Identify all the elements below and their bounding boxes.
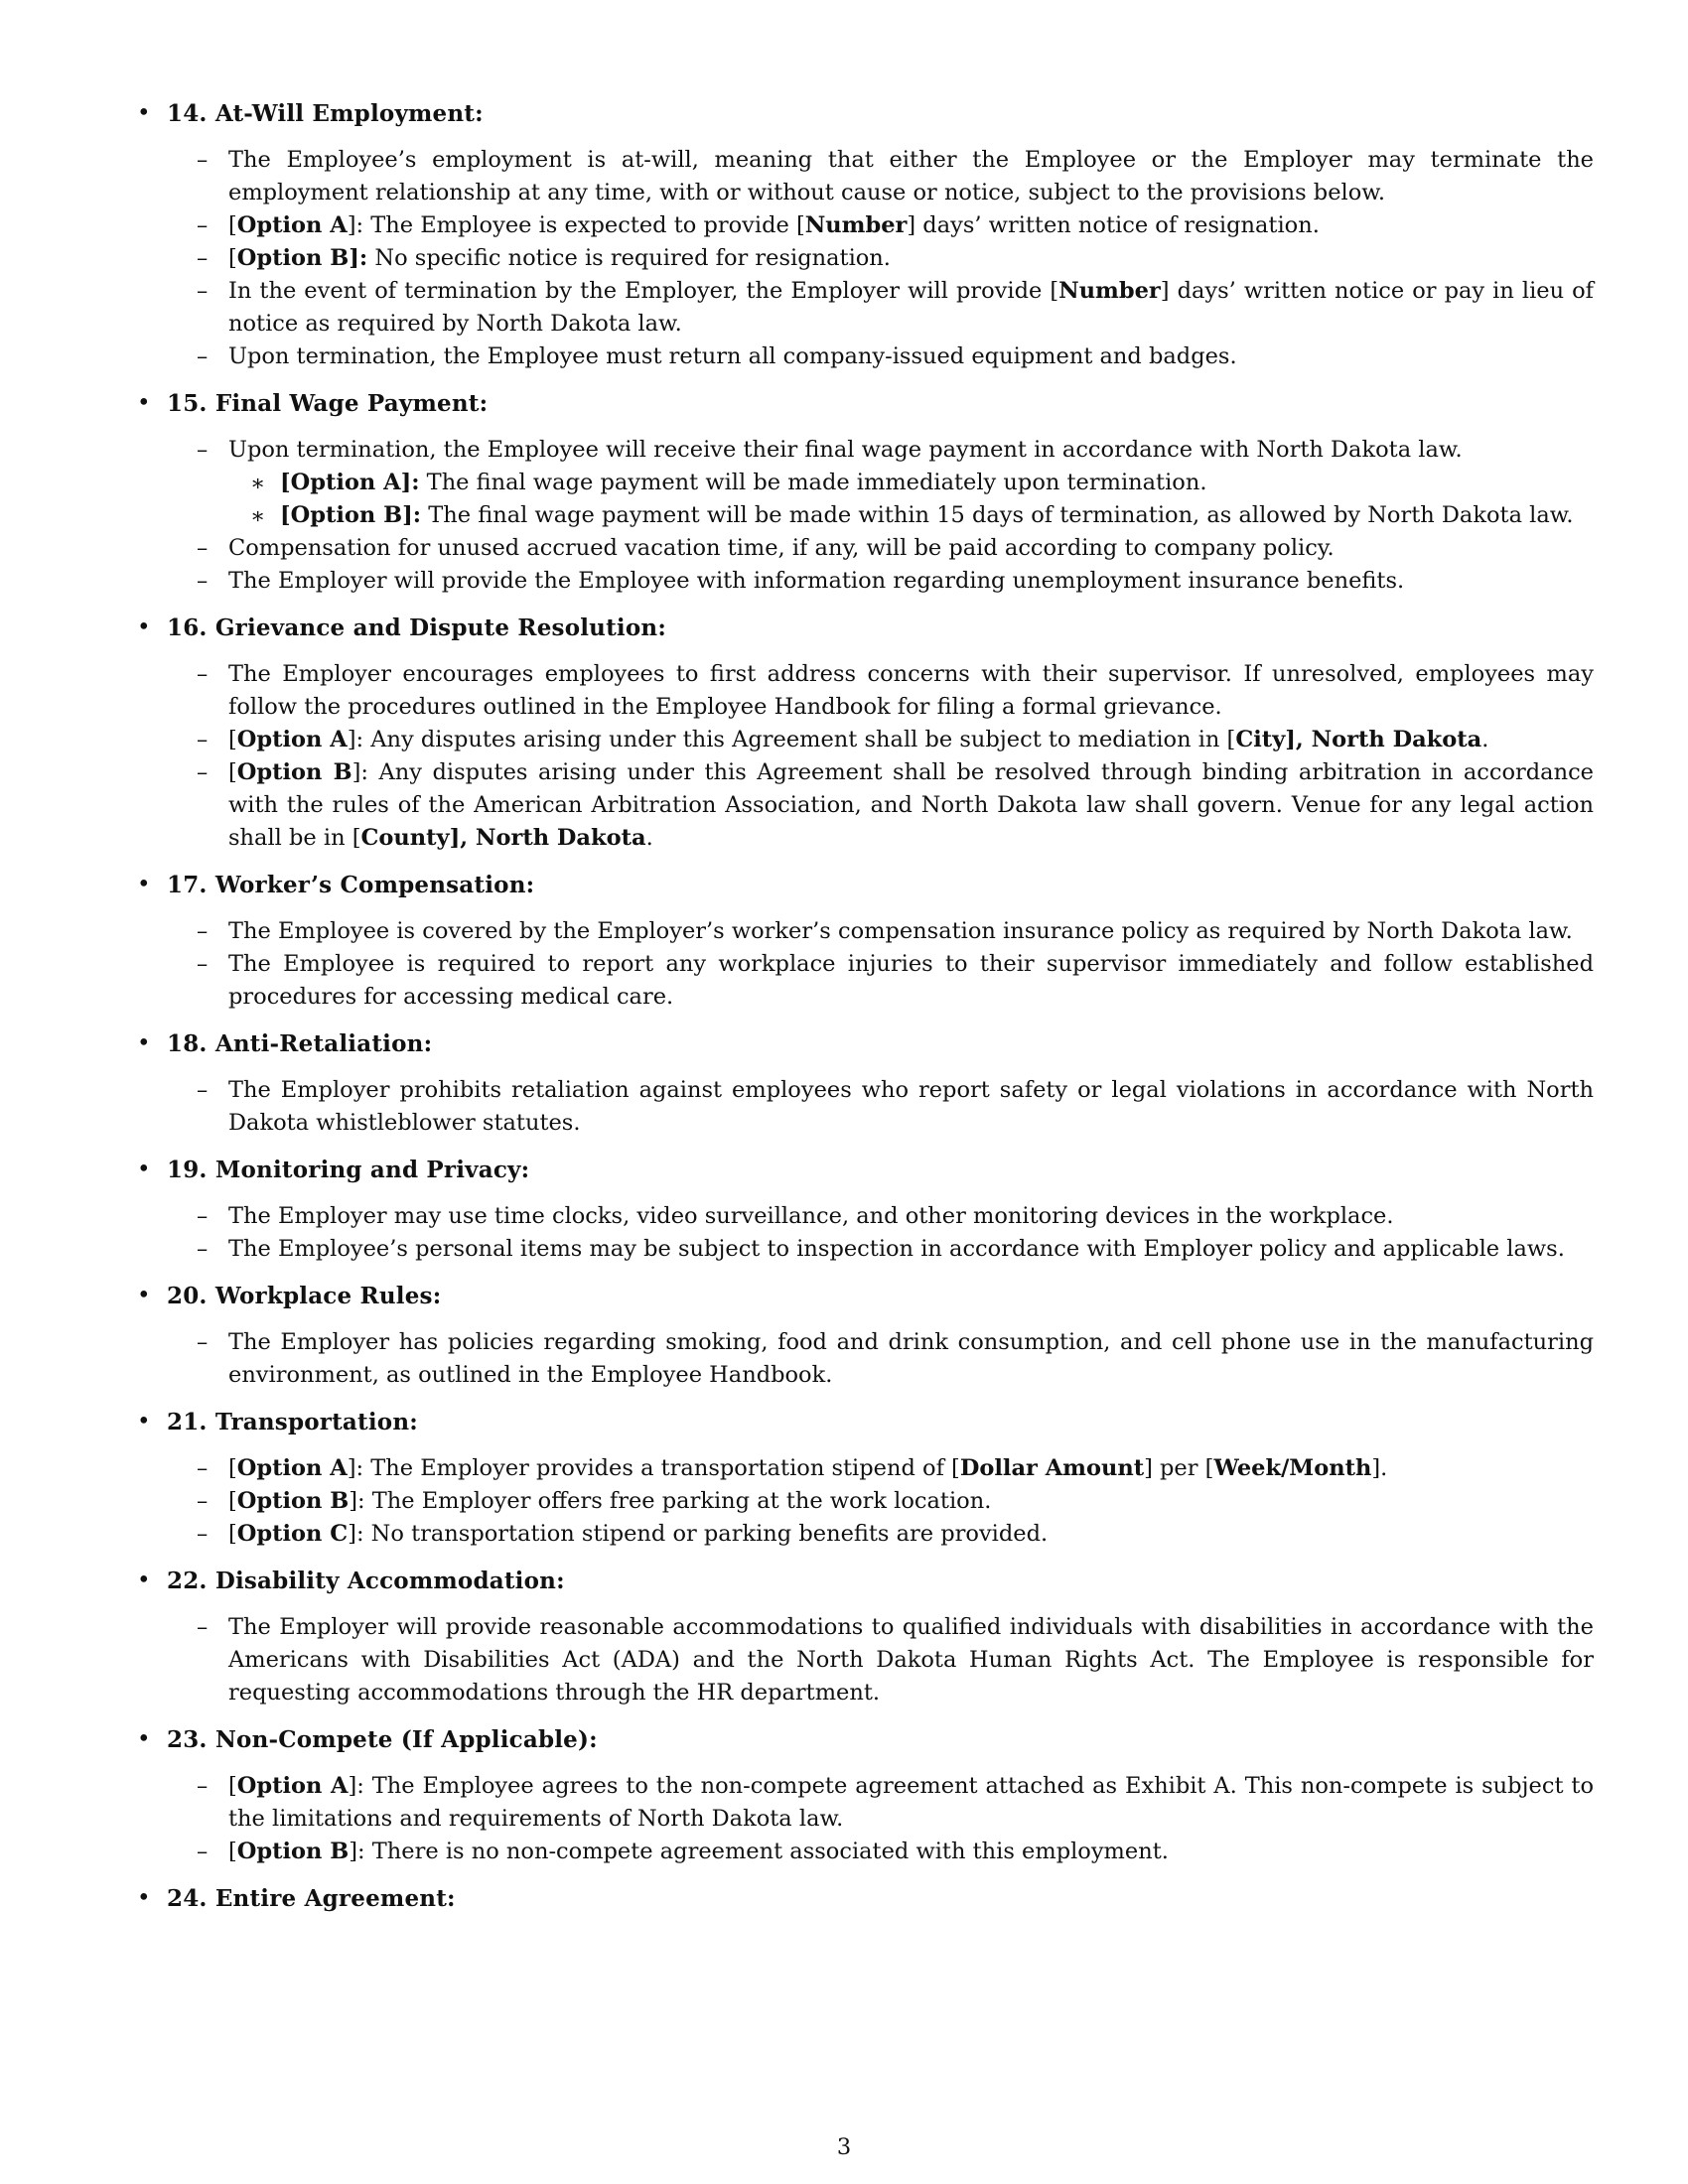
list-item: – [Option C]: No transportation stipend or parking benefits are provided. bbox=[129, 1518, 1594, 1551]
dash-icon: – bbox=[197, 278, 209, 304]
list-item: – [Option A]: The Employer provides a transportation stipend of [Dollar Amount] per [Week/Month]. bbox=[129, 1452, 1594, 1485]
option-label: Option B bbox=[236, 245, 350, 271]
section-heading bbox=[129, 869, 1594, 901]
list-item: – [Option B]: Any disputes arising under this Agreement shall be resolved through binding arbitration in accordance with the rules of the American Arbitration Association, and North Dakota law shall govern. Venue for any legal action shall be in [County], North Dakota. bbox=[129, 756, 1594, 855]
section-title: 21. Transportation: bbox=[167, 1409, 418, 1435]
asterisk-icon: ∗ bbox=[250, 503, 266, 529]
placeholder-number: Number bbox=[1058, 278, 1161, 304]
option-label: Option B bbox=[236, 1839, 350, 1864]
list-item: – The Employee’s personal items may be subject to inspection in accordance with Employer policy and applicable laws. bbox=[129, 1233, 1594, 1266]
section-heading bbox=[129, 97, 1594, 130]
list-item: – [Option B]: The Employer offers free parking at the work location. bbox=[129, 1485, 1594, 1518]
list-item: – The Employer prohibits retaliation against employees who report safety or legal violations in accordance with North Dakota whistleblower statutes. bbox=[129, 1074, 1594, 1140]
section-title: 20. Workplace Rules: bbox=[167, 1283, 442, 1309]
section-heading bbox=[129, 1723, 1594, 1756]
dash-icon: – bbox=[197, 1839, 209, 1864]
list-item: – The Employee is required to report any workplace injuries to their supervisor immediately and follow established procedures for accessing medical care. bbox=[129, 948, 1594, 1014]
section-title: 22. Disability Accommodation: bbox=[167, 1568, 565, 1594]
bullet-icon: • bbox=[137, 1409, 151, 1434]
section-heading bbox=[129, 1565, 1594, 1597]
section-heading bbox=[129, 1882, 1594, 1915]
section-21-transportation bbox=[129, 1406, 1594, 1551]
list-item: – Compensation for unused accrued vacation time, if any, will be paid according to company policy. bbox=[129, 532, 1594, 565]
section-heading bbox=[129, 1406, 1594, 1438]
sub-list-item: ∗ [Option A]: The final wage payment will be made immediately upon termination. bbox=[228, 467, 1594, 499]
section-heading bbox=[129, 387, 1594, 420]
option-label: [Option A]: bbox=[280, 470, 420, 495]
section-title: 18. Anti-Retaliation: bbox=[167, 1030, 433, 1057]
placeholder-county: County bbox=[360, 825, 450, 851]
option-label: Option B bbox=[236, 759, 352, 785]
list-item: – Upon termination, the Employee will receive their final wage payment in accordance with North Dakota law. ∗ [Option A]: The final wage payment will be made immediately upon termination. ∗ [Option B]: The final wage payment will be made within 15 days of termination, as allowed by North Dakota law. bbox=[129, 434, 1594, 532]
list-item: – The Employee is covered by the Employer’s worker’s compensation insurance policy as required by North Dakota law. bbox=[129, 915, 1594, 948]
section-14-at-will-employment bbox=[129, 97, 1594, 373]
dash-icon: – bbox=[197, 1455, 209, 1481]
list-item: – The Employer may use time clocks, video surveillance, and other monitoring devices in the workplace. bbox=[129, 1200, 1594, 1233]
bullet-icon: • bbox=[137, 100, 151, 126]
asterisk-icon: ∗ bbox=[250, 471, 266, 496]
dash-icon: – bbox=[197, 147, 209, 173]
bullet-icon: • bbox=[137, 614, 151, 640]
dash-icon: – bbox=[197, 568, 209, 594]
dash-icon: – bbox=[197, 661, 209, 687]
dash-icon: – bbox=[197, 245, 209, 271]
option-label: Option B bbox=[236, 1488, 350, 1514]
section-heading bbox=[129, 612, 1594, 644]
section-heading bbox=[129, 1154, 1594, 1186]
list-item: – The Employer will provide reasonable accommodations to qualified individuals with disabilities in accordance with the Americans with Disabilities Act (ADA) and the North Dakota Human Rights Act. The Employee is responsible for requesting accommodations through the HR department. bbox=[129, 1611, 1594, 1709]
section-23-non-compete bbox=[129, 1723, 1594, 1868]
list-item: – In the event of termination by the Employer, the Employer will provide [Number] days’ written notice or pay in lieu of notice as required by North Dakota law. bbox=[129, 275, 1594, 341]
dash-icon: – bbox=[197, 343, 209, 369]
dash-icon: – bbox=[197, 759, 209, 785]
document-body bbox=[129, 97, 1594, 1929]
bullet-icon: • bbox=[137, 1726, 151, 1752]
bullet-icon: • bbox=[137, 1885, 151, 1911]
option-label: [Option B]: bbox=[280, 502, 422, 528]
section-title: 19. Monitoring and Privacy: bbox=[167, 1157, 530, 1183]
section-18-anti-retaliation bbox=[129, 1027, 1594, 1140]
bullet-icon: • bbox=[137, 1568, 151, 1593]
dash-icon: – bbox=[197, 1614, 209, 1640]
placeholder-dollar-amount: Dollar Amount bbox=[959, 1455, 1145, 1481]
list-item: – The Employee’s employment is at-will, meaning that either the Employee or the Employer may terminate the employment relationship at any time, with or without cause or notice, subject to the provisions below. bbox=[129, 144, 1594, 209]
section-title: 23. Non-Compete (If Applicable): bbox=[167, 1726, 598, 1753]
section-title: 17. Worker’s Compensation: bbox=[167, 872, 535, 898]
section-22-disability-accommodation bbox=[129, 1565, 1594, 1709]
dash-icon: – bbox=[197, 1329, 209, 1355]
dash-icon: – bbox=[197, 1488, 209, 1514]
section-16-grievance-dispute-resolution bbox=[129, 612, 1594, 855]
list-item: – [Option A]: Any disputes arising under this Agreement shall be subject to mediation in [City], North Dakota. bbox=[129, 724, 1594, 756]
section-heading bbox=[129, 1280, 1594, 1312]
list-item: – The Employer has policies regarding smoking, food and drink consumption, and cell phone use in the manufacturing environment, as outlined in the Employee Handbook. bbox=[129, 1326, 1594, 1392]
placeholder-number: Number bbox=[804, 212, 908, 238]
list-item: – [Option B]: There is no non-compete agreement associated with this employment. bbox=[129, 1836, 1594, 1868]
dash-icon: – bbox=[197, 1203, 209, 1229]
section-title: 16. Grievance and Dispute Resolution: bbox=[167, 614, 667, 641]
option-label: Option A bbox=[236, 1455, 348, 1481]
dash-icon: – bbox=[197, 1773, 209, 1799]
placeholder-city: City bbox=[1235, 727, 1286, 752]
bullet-icon: • bbox=[137, 390, 151, 416]
section-title: 15. Final Wage Payment: bbox=[167, 390, 489, 417]
section-24-entire-agreement bbox=[129, 1882, 1594, 1915]
section-title: 24. Entire Agreement: bbox=[167, 1885, 456, 1912]
section-heading bbox=[129, 1027, 1594, 1060]
placeholder-week-month: Week/Month bbox=[1213, 1455, 1372, 1481]
option-label: Option A bbox=[236, 212, 348, 238]
section-15-final-wage-payment bbox=[129, 387, 1594, 598]
section-19-monitoring-privacy bbox=[129, 1154, 1594, 1266]
option-label: Option A bbox=[236, 727, 348, 752]
option-label: Option C bbox=[236, 1521, 349, 1547]
bullet-icon: • bbox=[137, 872, 151, 897]
dash-icon: – bbox=[197, 1236, 209, 1262]
bullet-icon: • bbox=[137, 1283, 151, 1308]
dash-icon: – bbox=[197, 437, 209, 463]
list-item: – [Option B]: No specific notice is required for resignation. bbox=[129, 242, 1594, 275]
bullet-icon: • bbox=[137, 1030, 151, 1056]
list-item: – [Option A]: The Employee is expected to provide [Number] days’ written notice of resignation. bbox=[129, 209, 1594, 242]
section-20-workplace-rules bbox=[129, 1280, 1594, 1392]
dash-icon: – bbox=[197, 1077, 209, 1103]
list-item: – The Employer will provide the Employee with information regarding unemployment insurance benefits. bbox=[129, 565, 1594, 598]
option-label: Option A bbox=[236, 1773, 349, 1799]
dash-icon: – bbox=[197, 727, 209, 752]
dash-icon: – bbox=[197, 212, 209, 238]
list-item: – The Employer encourages employees to first address concerns with their supervisor. If unresolved, employees may follow the procedures outlined in the Employee Handbook for filing a formal grievance. bbox=[129, 658, 1594, 724]
section-title: 14. At-Will Employment: bbox=[167, 100, 484, 127]
dash-icon: – bbox=[197, 535, 209, 561]
list-item: – [Option A]: The Employee agrees to the non-compete agreement attached as Exhibit A. This non-compete is subject to the limitations and requirements of North Dakota law. bbox=[129, 1770, 1594, 1836]
sub-list-item: ∗ [Option B]: The final wage payment will be made within 15 days of termination, as allowed by North Dakota law. bbox=[228, 499, 1594, 532]
page-number: 3 bbox=[836, 2134, 852, 2160]
dash-icon: – bbox=[197, 951, 209, 977]
bullet-icon: • bbox=[137, 1157, 151, 1182]
dash-icon: – bbox=[197, 918, 209, 944]
list-item: – Upon termination, the Employee must return all company-issued equipment and badges. bbox=[129, 341, 1594, 373]
section-17-workers-compensation bbox=[129, 869, 1594, 1014]
dash-icon: – bbox=[197, 1521, 209, 1547]
